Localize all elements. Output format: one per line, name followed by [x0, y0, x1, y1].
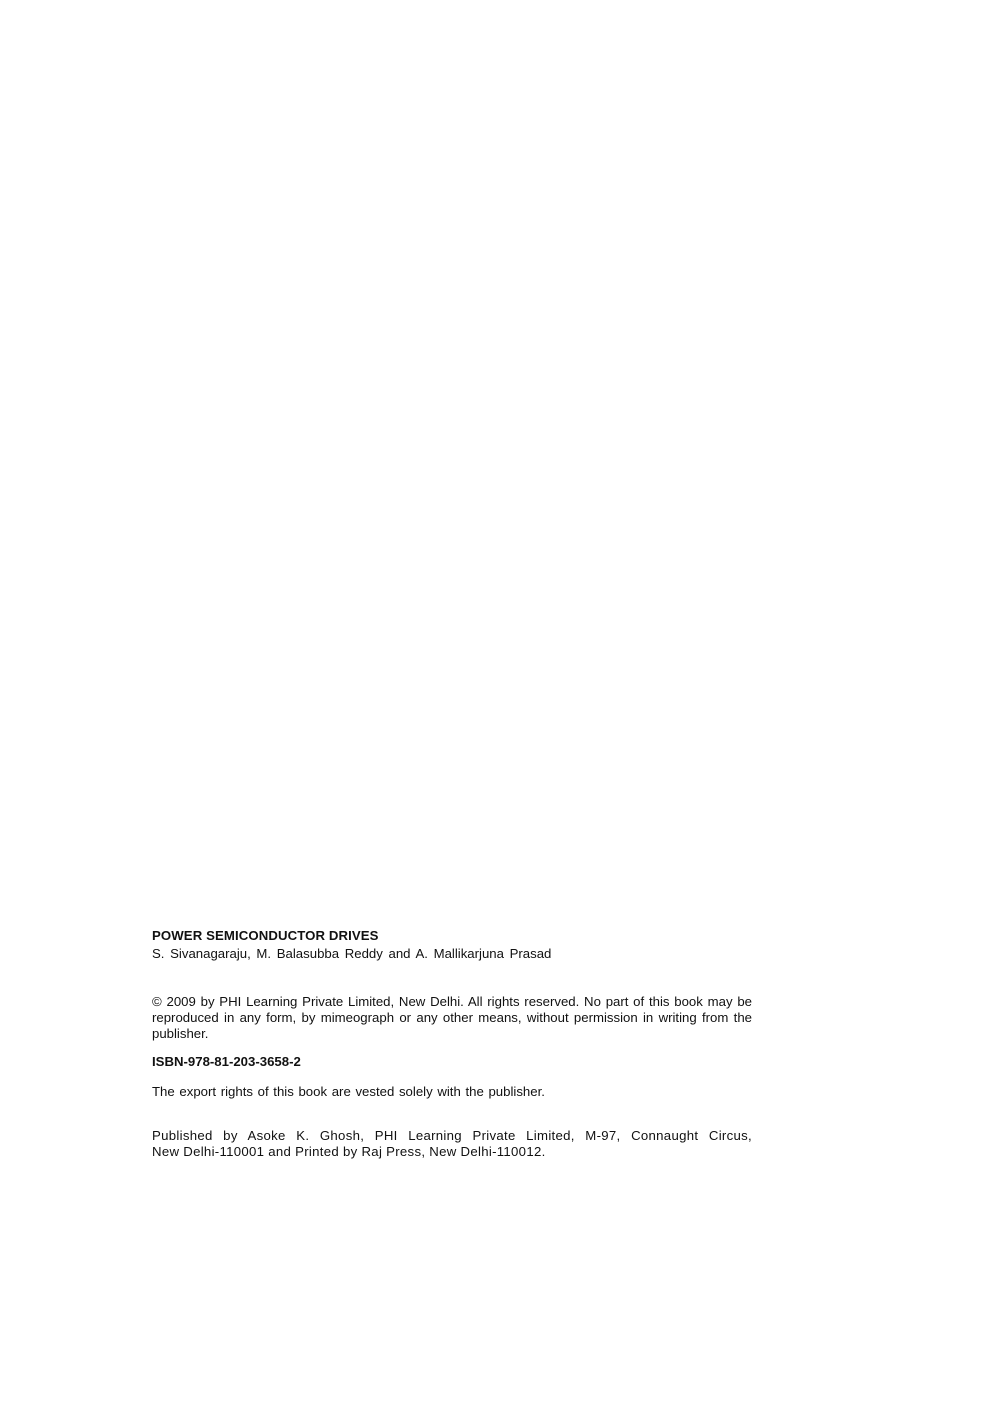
copyright-notice: © 2009 by PHI Learning Private Limited, New Delhi. All rights reserved. No part of this book may be reproduced in any form, by mimeograph or any other means, without permission in writing from the publisher.: [152, 994, 752, 1041]
printer-line: New Delhi-110001 and Printed by Raj Press, New Delhi-110012.: [152, 1144, 546, 1159]
book-title: POWER SEMICONDUCTOR DRIVES: [152, 928, 379, 943]
export-rights-notice: The export rights of this book are vested solely with the publisher.: [152, 1084, 545, 1099]
publisher-line: Published by Asoke K. Ghosh, PHI Learning Private Limited, M-97, Connaught Circus,: [152, 1128, 752, 1143]
book-authors: S. Sivanagaraju, M. Balasubba Reddy and A. Mallikarjuna Prasad: [152, 946, 552, 961]
publisher-imprint: [152, 1128, 752, 1160]
isbn-number: ISBN-978-81-203-3658-2: [152, 1054, 301, 1069]
